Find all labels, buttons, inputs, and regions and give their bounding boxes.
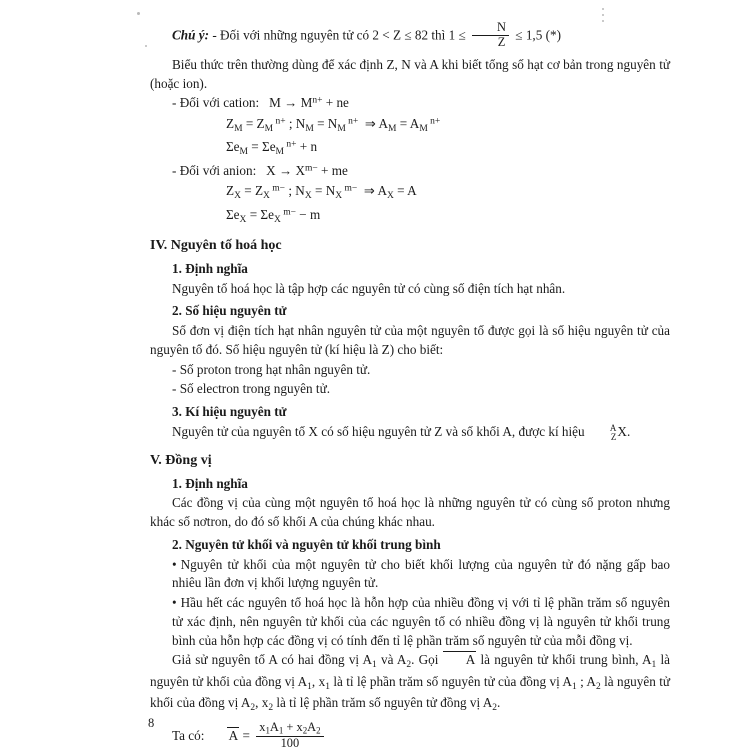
subheading-iv-2: 2. Số hiệu nguyên tử [172,303,287,319]
subheading-v-2: 2. Nguyên tử khối và nguyên tử khối trung bình [172,536,441,552]
anion-equation-1: $Z_X = Z_X$ $^{m-}$ ; $N_X = N_X$ $^{m-}$ ⇒ $A_X = A$ [226,183,417,202]
subheading-iv-3: 3. Kí hiệu nguyên tử [172,404,287,420]
subheading-v-1: 1. Định nghĩa [172,475,248,491]
bullet-item-2 [150,594,670,650]
paragraph-v-2-definition: Giả sử nguyên tố A có hai đồng vị $A_1$ và $A_2$. Gọi A là nguyên tử khối trung bình, $A_1$ là nguyên tử khối của đồng vị $A_1$, $x_1$ là tỉ lệ phần trăm số nguyên tử của đồng vị $A_1$ ; $A_2$ là nguyên tử khối của đồng vị $A_2$, $x_2$ là tỉ lệ phần trăm số nguyên tử đồng vị $A_2$. [150,652,671,713]
paragraph-iv-3 [150,423,670,442]
paragraph-iv-1: Nguyên tố hoá học là tập hợp các nguyên tử có cùng số điện tích hạt nhân. [172,280,566,296]
note-text-before: - Đối với những nguyên tử có 2 < Z ≤ 82 thì 1 ≤ [212,27,466,43]
scan-speck [145,45,147,47]
fraction-numerator: $x_1A_1 + x_2A_2$ [259,720,321,736]
average-mass-symbol: A [227,728,240,744]
section-heading-v: V. Đồng vị [150,452,212,468]
intro-paragraph: Biểu thức trên thường dùng để xác định Z, N và A khi biết tổng số hạt cơ bản trong nguyên tử (hoặc ion). [150,56,670,91]
cation-equation-2: $\Sigma e_M = \Sigma e_M$ $^{n+}$ + n [226,139,318,158]
bullet-marker: • [172,595,177,611]
scan-speck [602,14,604,16]
fraction-numerator: N [497,20,506,34]
average-mass-symbol: A [443,651,477,667]
list-item-electron: - Số electron trong nguyên tử. [172,381,331,397]
cation-line: - Đối với cation: $M \to M^{n+}$ + ne [172,95,349,111]
ratio-fraction [472,21,509,50]
cation-equation-1: $Z_M = Z_M$ $^{n+}$ ; $N_M = N_M$ $^{n+}$ ⇒ $A_M = A_M$ $^{n+}$ [226,115,441,134]
page-number: 8 [148,716,155,730]
anion-label: - Đối với anion: [172,162,257,178]
note-label: Chú ý: [172,27,210,43]
formula-line [150,722,670,752]
bullet-item-1 [150,556,670,593]
isotope-atomic-number: Z [610,431,617,442]
average-mass-fraction [256,721,323,751]
bullet-text-1: Nguyên tử khối của một nguyên tử cho biết khối lượng của nguyên tử đó nặng gấp bao nhiêu lần đơn vị khối lượng nguyên tử. [172,556,670,591]
scan-speck [137,12,140,15]
isotope-symbol: X [617,423,627,439]
anion-line: - Đối với anion: $X \to X^{m-}$ + me [172,162,348,178]
formula-label: Ta có: [172,728,205,744]
isotope-mass-number: A [609,422,617,433]
note-text-after: ≤ 1,5 (*) [515,27,561,43]
list-item-proton: - Số proton trong hạt nhân nguyên tử. [172,361,371,377]
paragraph-iv-3-period: . [626,423,631,439]
bullet-text-2: Hầu hết các nguyên tố hoá học là hỗn hợp của nhiều đồng vị với tỉ lệ phần trăm số nguyên tử xác định, nên nguyên tử khối của các nguyên tố có nhiều đồng vị là nguyên tử khối trung bình của hỗn hợp các đồng vị có tính đến tỉ lệ phần trăm số nguyên tử của mỗi đồng vị. [172,595,670,648]
bullet-marker: • [172,556,177,572]
section-heading-iv: IV. Nguyên tố hoá học [150,238,282,254]
scan-speck [602,8,604,10]
isotope-notation [588,424,617,442]
paragraph-iv-2: Số đơn vị điện tích hạt nhân nguyên tử của một nguyên tố được gọi là số hiệu nguyên tử của nguyên tố đó. Số hiệu nguyên tử (kí hiệu là Z) cho biết: [150,323,670,357]
paragraph-v-1: Các đồng vị của cùng một nguyên tố hoá học là những nguyên tử có cùng số proton nhưng khác số nơtron, do đó số khối A của chúng khác nhau. [150,495,670,530]
subheading-iv-1: 1. Định nghĩa [172,260,248,276]
fraction-denominator: Z [472,35,509,50]
formula-equals: = [242,728,250,744]
note-line [150,22,670,51]
fraction-denominator: 100 [256,736,323,751]
paragraph-iv-3-text: Nguyên tử của nguyên tố X có số hiệu nguyên tử Z và số khối A, được kí hiệu [172,423,585,439]
anion-equation-2: $\Sigma e_X = \Sigma e_X$ $^{m-}$ − m [226,206,321,225]
page-content [150,22,670,753]
cation-label: - Đối với cation: [172,95,260,111]
